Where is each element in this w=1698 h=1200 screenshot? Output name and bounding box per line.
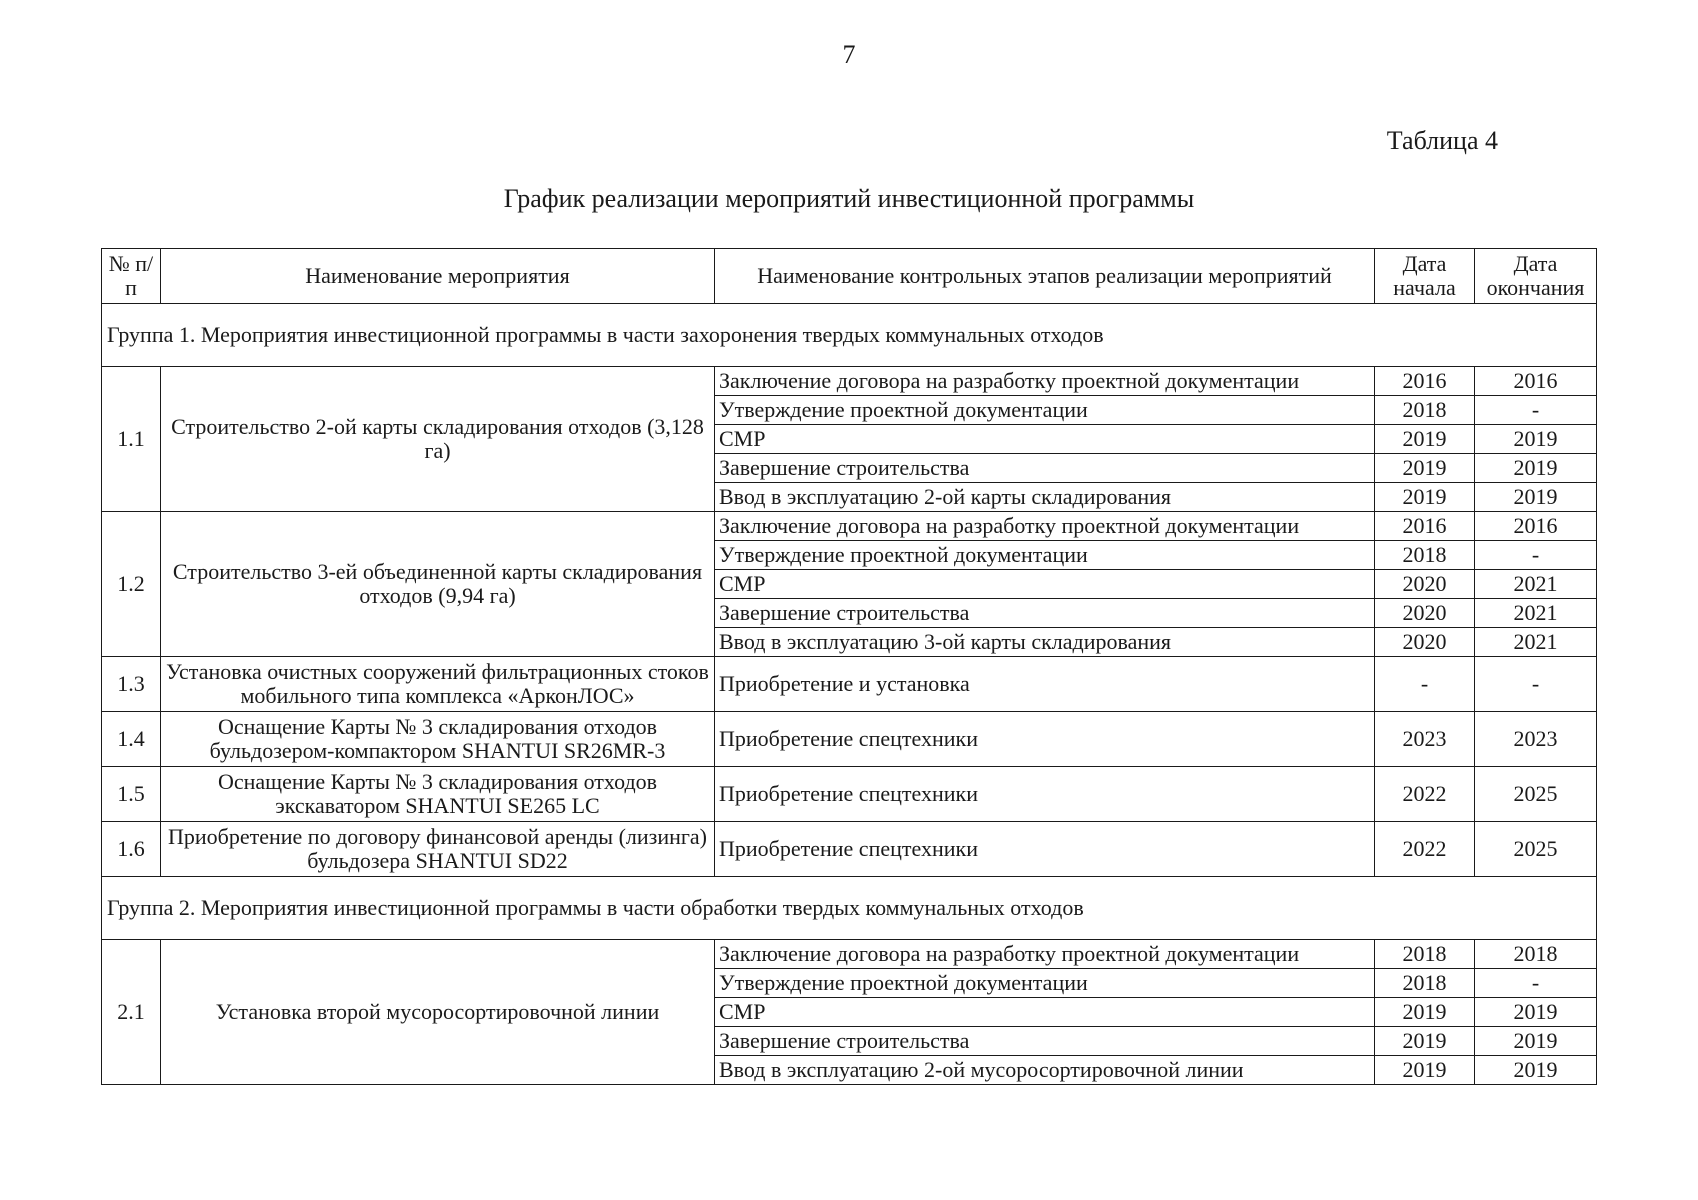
item-number: 2.1 xyxy=(102,940,161,1085)
stage-name: Заключение договора на разработку проектной документации xyxy=(715,367,1375,396)
table-header-row xyxy=(102,249,1597,304)
stage-end: 2021 xyxy=(1475,599,1597,628)
table-body xyxy=(102,304,1597,1085)
stage-end: 2019 xyxy=(1475,425,1597,454)
stage-end: 2016 xyxy=(1475,367,1597,396)
stage-start: 2019 xyxy=(1375,425,1475,454)
table-row xyxy=(102,712,1597,767)
stage-end: - xyxy=(1475,396,1597,425)
table-row xyxy=(102,822,1597,877)
stage-end: 2018 xyxy=(1475,940,1597,969)
stage-name: СМР xyxy=(715,998,1375,1027)
stage-start: 2019 xyxy=(1375,483,1475,512)
item-number: 1.5 xyxy=(102,767,161,822)
stage-start: 2018 xyxy=(1375,396,1475,425)
stage-name: Утверждение проектной документации xyxy=(715,969,1375,998)
stage-start: 2016 xyxy=(1375,512,1475,541)
stage-end: 2016 xyxy=(1475,512,1597,541)
schedule-table xyxy=(101,248,1597,1085)
stage-name: Завершение строительства xyxy=(715,599,1375,628)
stage-end: 2021 xyxy=(1475,570,1597,599)
stage-name: Заключение договора на разработку проектной документации xyxy=(715,940,1375,969)
item-number: 1.6 xyxy=(102,822,161,877)
stage-start: 2019 xyxy=(1375,998,1475,1027)
stage-name: Ввод в эксплуатацию 3-ой карты складирования xyxy=(715,628,1375,657)
stage-start: 2016 xyxy=(1375,367,1475,396)
table-row xyxy=(102,657,1597,712)
stage-start: 2020 xyxy=(1375,599,1475,628)
stage-end: 2021 xyxy=(1475,628,1597,657)
stage-end: 2025 xyxy=(1475,767,1597,822)
header-end: Дата окончания xyxy=(1475,249,1597,304)
stage-start: 2023 xyxy=(1375,712,1475,767)
table-caption: Таблица 4 xyxy=(1386,126,1498,155)
stage-start: 2019 xyxy=(1375,1027,1475,1056)
stage-end: 2019 xyxy=(1475,1056,1597,1085)
item-name: Оснащение Карты № 3 складирования отходов бульдозером-компактором SHANTUI SR26MR-3 xyxy=(161,712,715,767)
header-start: Дата начала xyxy=(1375,249,1475,304)
stage-end: - xyxy=(1475,657,1597,712)
stage-name: Ввод в эксплуатацию 2-ой мусоросортировочной линии xyxy=(715,1056,1375,1085)
stage-start: 2022 xyxy=(1375,822,1475,877)
stage-name: Приобретение спецтехники xyxy=(715,767,1375,822)
stage-name: Приобретение спецтехники xyxy=(715,822,1375,877)
page-number: 7 xyxy=(842,40,856,69)
item-name: Приобретение по договору финансовой аренды (лизинга) бульдозера SHANTUI SD22 xyxy=(161,822,715,877)
stage-start: 2018 xyxy=(1375,940,1475,969)
stage-name: Завершение строительства xyxy=(715,1027,1375,1056)
header-num: № п/п xyxy=(102,249,161,304)
group-title: Группа 2. Мероприятия инвестиционной программы в части обработки твердых коммунальных отходов xyxy=(102,877,1597,940)
item-number: 1.4 xyxy=(102,712,161,767)
stage-end: 2019 xyxy=(1475,998,1597,1027)
stage-name: СМР xyxy=(715,425,1375,454)
item-name: Установка очистных сооружений фильтрационных стоков мобильного типа комплекса «АрконЛОС» xyxy=(161,657,715,712)
stage-end: 2023 xyxy=(1475,712,1597,767)
document-title: График реализации мероприятий инвестиционной программы xyxy=(503,184,1195,213)
stage-name: СМР xyxy=(715,570,1375,599)
stage-end: - xyxy=(1475,541,1597,570)
stage-name: Завершение строительства xyxy=(715,454,1375,483)
item-number: 1.3 xyxy=(102,657,161,712)
stage-name: Приобретение спецтехники xyxy=(715,712,1375,767)
item-number: 1.1 xyxy=(102,367,161,512)
stage-start: 2019 xyxy=(1375,454,1475,483)
table-row xyxy=(102,767,1597,822)
table-row xyxy=(102,367,1597,396)
table-row xyxy=(102,940,1597,969)
group-row xyxy=(102,304,1597,367)
stage-end: 2019 xyxy=(1475,454,1597,483)
header-name: Наименование мероприятия xyxy=(161,249,715,304)
stage-start: 2018 xyxy=(1375,541,1475,570)
stage-name: Заключение договора на разработку проектной документации xyxy=(715,512,1375,541)
table-row xyxy=(102,512,1597,541)
stage-name: Утверждение проектной документации xyxy=(715,541,1375,570)
stage-start: 2020 xyxy=(1375,570,1475,599)
group-title: Группа 1. Мероприятия инвестиционной программы в части захоронения твердых коммунальных отходов xyxy=(102,304,1597,367)
stage-start: 2018 xyxy=(1375,969,1475,998)
stage-start: 2020 xyxy=(1375,628,1475,657)
stage-start: 2022 xyxy=(1375,767,1475,822)
group-row xyxy=(102,877,1597,940)
header-stages: Наименование контрольных этапов реализации мероприятий xyxy=(715,249,1375,304)
item-name: Строительство 3-ей объединенной карты складирования отходов (9,94 га) xyxy=(161,512,715,657)
item-name: Установка второй мусоросортировочной линии xyxy=(161,940,715,1085)
item-name: Строительство 2-ой карты складирования отходов (3,128 га) xyxy=(161,367,715,512)
stage-end: 2019 xyxy=(1475,1027,1597,1056)
stage-end: 2025 xyxy=(1475,822,1597,877)
stage-name: Утверждение проектной документации xyxy=(715,396,1375,425)
item-number: 1.2 xyxy=(102,512,161,657)
stage-name: Ввод в эксплуатацию 2-ой карты складирования xyxy=(715,483,1375,512)
stage-name: Приобретение и установка xyxy=(715,657,1375,712)
stage-start: - xyxy=(1375,657,1475,712)
stage-start: 2019 xyxy=(1375,1056,1475,1085)
stage-end: - xyxy=(1475,969,1597,998)
stage-end: 2019 xyxy=(1475,483,1597,512)
item-name: Оснащение Карты № 3 складирования отходов экскаватором SHANTUI SE265 LC xyxy=(161,767,715,822)
